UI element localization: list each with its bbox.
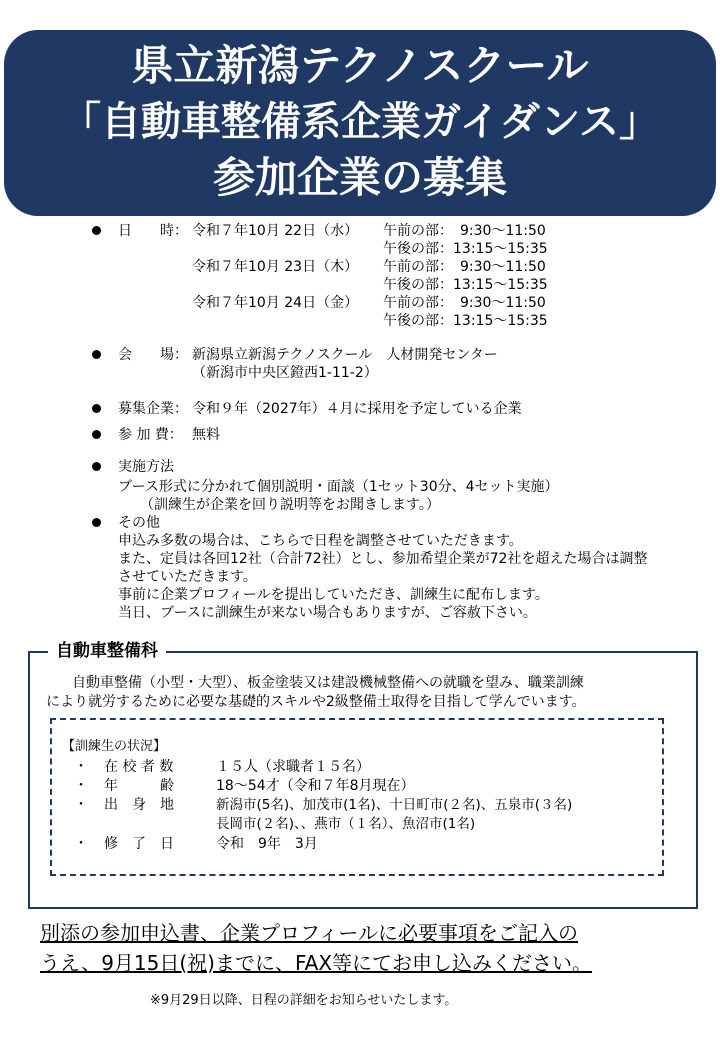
course-description-line2: により就労するために必要な基礎的スキルや2級整備士取得を目指して学んでいます。 xyxy=(46,694,586,710)
recruit-label: 募集企業： xyxy=(118,401,188,417)
bullet-icon xyxy=(92,404,101,413)
datetime-day2-pm: 午後の部：13:15～15:35 xyxy=(383,277,548,293)
other-label: その他 xyxy=(118,515,160,531)
apply-line1: 別添の参加申込書、企業プロフィールに必要事項をご記入の xyxy=(40,921,578,945)
age-label: 年 齢 xyxy=(104,778,174,794)
origin-label: 出 身 地 xyxy=(104,797,174,813)
bullet-icon xyxy=(92,462,101,471)
datetime-day3-date: 令和７年10月 24日（金） xyxy=(192,295,359,311)
list-dot: ・ xyxy=(74,759,88,775)
datetime-day1-pm: 午後の部：13:15～15:35 xyxy=(383,241,548,257)
fee-text: 無料 xyxy=(192,427,220,443)
datetime-day2-am: 午前の部： 9:30～11:50 xyxy=(383,259,546,275)
recruit-text: 令和９年（2027年）４月に採用を予定している企業 xyxy=(192,401,522,417)
bullet-icon xyxy=(92,430,101,439)
footnote: ※9月29日以降、日程の詳細をお知らせいたします。 xyxy=(150,993,458,1008)
datetime-day2-date: 令和７年10月 23日（木） xyxy=(192,259,359,275)
other-line: 事前に企業プロフィールを提出していただき、訓練生に配布します。 xyxy=(118,587,549,603)
header-title-line1: 県立新潟テクノスクール xyxy=(131,41,589,90)
origin-value-line2: 長岡市(２名)、、燕市（１名）、魚沼市(1名) xyxy=(216,816,476,832)
other-line: 当日、ブースに訓練生が来ない場合もありますが、ご容赦下さい。 xyxy=(118,605,537,621)
header-banner xyxy=(4,30,716,216)
apply-line2: うえ、9月15日(祝)までに、FAX等にてお申し込みください。 xyxy=(40,951,593,975)
age-value: 18～54才（令和７年8月現在） xyxy=(216,778,415,794)
course-title: 自動車整備科 xyxy=(48,640,166,662)
method-line1: ブース形式に分かれて個別説明・面談（1セット30分、4セット実施） xyxy=(118,479,559,495)
datetime-label: 日 時： xyxy=(118,223,188,239)
students-value: １５人（求職者１５名） xyxy=(216,759,370,775)
graduation-label: 修 了 日 xyxy=(104,836,174,852)
course-description-line1: 自動車整備（小型・大型）、板金塗装又は建設機械整備への就職を望み、職業訓練 xyxy=(72,675,584,691)
venue-address: （新潟市中央区鐙西1-11-2） xyxy=(192,365,378,381)
list-dot: ・ xyxy=(74,836,88,852)
header-title-line2: 「自動車整備系企業ガイダンス」 xyxy=(61,99,659,145)
fee-label: 参 加 費： xyxy=(118,427,183,443)
status-title: 【訓練生の状況】 xyxy=(62,739,167,754)
datetime-day3-am: 午前の部： 9:30～11:50 xyxy=(383,295,546,311)
students-label: 在 校 者 数 xyxy=(104,759,174,775)
other-line: また、定員は各回12社（合計72社）とし、参加希望企業が72社を超えた場合は調整 xyxy=(118,551,648,567)
datetime-day1-am: 午前の部： 9:30～11:50 xyxy=(383,223,546,239)
header-title-line3: 参加企業の募集 xyxy=(212,153,507,202)
datetime-day3-pm: 午後の部：13:15～15:35 xyxy=(383,313,548,329)
other-line: 申込み多数の場合は、こちらで日程を調整させていただきます。 xyxy=(118,533,523,549)
method-label: 実施方法 xyxy=(118,459,174,475)
other-line: させていただきます。 xyxy=(118,569,257,585)
origin-value-line1: 新潟市(5名)、加茂市(1名)、十日町市(２名)、五泉市(３名) xyxy=(216,797,573,813)
apply-instruction xyxy=(40,918,592,978)
venue-label: 会 場： xyxy=(118,347,188,363)
graduation-value: 令和 9年 3月 xyxy=(216,836,318,852)
bullet-icon xyxy=(92,518,101,527)
datetime-day1-date: 令和７年10月 22日（水） xyxy=(192,223,359,239)
list-dot: ・ xyxy=(74,778,88,794)
bullet-icon xyxy=(92,350,101,359)
bullet-icon xyxy=(92,226,101,235)
list-dot: ・ xyxy=(74,797,88,813)
method-line2: （訓練生が企業を回り説明等をお聞きします。） xyxy=(140,497,440,513)
venue-name: 新潟県立新潟テクノスクール 人材開発センター xyxy=(192,347,498,363)
